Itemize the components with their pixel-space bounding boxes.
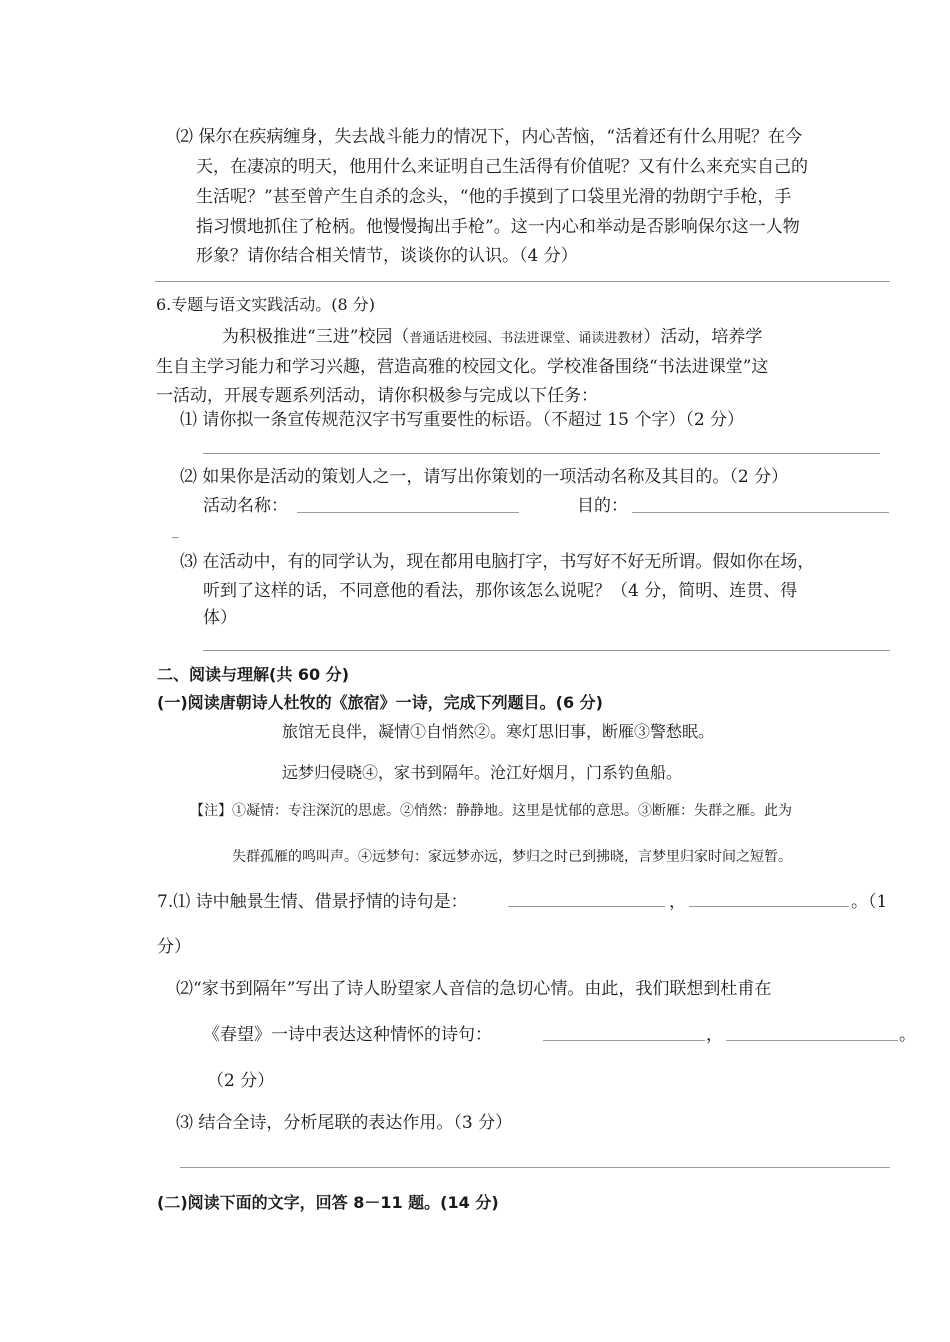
q7-sub1-end: 。（1 bbox=[851, 892, 888, 912]
note-line-1: 【注】①凝情：专注深沉的思虑。②悄然：静静地。这里是忧郁的意思。③断雁：失群之雁。此为 bbox=[190, 803, 792, 819]
q6-intro-line-3: 一活动，开展专题系列活动，请你积极参与完成以下任务： bbox=[156, 386, 598, 406]
q7-sub2-end: 。 bbox=[899, 1025, 916, 1045]
q6-sub2-purpose-label: 目的： bbox=[577, 496, 628, 516]
q7-2-blank-2[interactable] bbox=[726, 1040, 898, 1041]
note-line-2: 失群孤雁的鸣叫声。④远梦句：家远梦亦远，梦归之时已到拂晓，言梦里归家时间之短暂。 bbox=[232, 849, 792, 865]
q6-sub3-line-3: 体） bbox=[203, 608, 237, 628]
q6-intro-small: 普通话进校园、书法进课堂、诵读进教材 bbox=[409, 331, 644, 346]
q5-2-line-4: 指习惯地抓住了枪柄。他慢慢掏出手枪”。这一内心和举动是否影响保尔这一人物 bbox=[196, 217, 800, 237]
answer-line-q6-3[interactable] bbox=[203, 650, 890, 651]
q7-sub1: 7.⑴ 诗中触景生情、借景抒情的诗句是： bbox=[157, 892, 468, 912]
q6-sub3-line-2: 听到了这样的话，不同意他的看法，那你该怎么说呢？（4 分，简明、连贯、得 bbox=[203, 581, 798, 601]
q6-sub1: ⑴ 请你拟一条宣传规范汉字书写重要性的标语。（不超过 15 个字）（2 分） bbox=[180, 410, 745, 430]
q7-sub2-comma: ， bbox=[706, 1025, 723, 1045]
answer-line-q5-2[interactable] bbox=[155, 281, 890, 282]
q6-sub2: ⑵ 如果你是活动的策划人之一，请写出你策划的一项活动名称及其目的。（2 分） bbox=[180, 467, 789, 487]
q6-sub3-line-1: ⑶ 在活动中，有的同学认为，现在都用电脑打字，书写好不好无所谓。假如你在场， bbox=[180, 552, 815, 572]
q5-2-line-1: ⑵ 保尔在疾病缠身，失去战斗能力的情况下，内心苦恼，“活着还有什么用呢？在今 bbox=[176, 127, 803, 147]
section2-title: 二、阅读与理解(共 60 分) bbox=[157, 665, 350, 684]
q7-sub1-score: 分） bbox=[157, 937, 191, 957]
q7-1-blank-1[interactable] bbox=[508, 906, 665, 907]
q6-sub2-name-label: 活动名称： bbox=[203, 496, 288, 516]
answer-line-q7-3[interactable] bbox=[180, 1167, 890, 1168]
q6-title: 6.专题与语文实践活动。(8 分) bbox=[156, 295, 376, 314]
q6-sub2-dash: _ bbox=[172, 524, 179, 539]
q7-1-blank-2[interactable] bbox=[689, 906, 849, 907]
q7-sub3: ⑶ 结合全诗，分析尾联的表达作用。（3 分） bbox=[176, 1113, 513, 1133]
q5-2-line-2: 天，在凄凉的明天，他用什么来证明自己生活得有价值呢？又有什么来充实自己的 bbox=[196, 157, 808, 177]
part1-title: (一)阅读唐朝诗人杜牧的《旅宿》一诗，完成下列题目。(6 分) bbox=[157, 693, 603, 712]
q6-intro-b: ）活动，培养学 bbox=[643, 327, 763, 347]
q7-2-blank-1[interactable] bbox=[543, 1040, 705, 1041]
q5-2-line-3: 生活呢？”甚至曾产生自杀的念头，“他的手摸到了口袋里光滑的勃朗宁手枪，手 bbox=[196, 187, 792, 207]
part2-title: (二)阅读下面的文字，回答 8－11 题。(14 分) bbox=[157, 1193, 499, 1212]
q7-sub2-line-1: ⑵“家书到隔年”写出了诗人盼望家人音信的急切心情。由此，我们联想到杜甫在 bbox=[176, 979, 772, 999]
poem-line-1: 旅馆无良伴，凝情①自悄然②。寒灯思旧事，断雁③警愁眠。 bbox=[282, 722, 715, 741]
q6-intro-a: 为积极推进“三进”校园（ bbox=[222, 327, 410, 347]
q7-sub2-line-2: 《春望》一诗中表达这种情怀的诗句： bbox=[203, 1025, 492, 1045]
activity-name-blank[interactable] bbox=[297, 512, 519, 513]
answer-line-q6-1[interactable] bbox=[203, 453, 880, 454]
q7-sub2-score: （2 分） bbox=[207, 1071, 275, 1091]
poem-line-2: 远梦归侵晓④，家书到隔年。沧江好烟月，门系钓鱼船。 bbox=[282, 763, 683, 782]
q7-sub1-comma: ， bbox=[669, 892, 686, 912]
q5-2-line-5: 形象？请你结合相关情节，谈谈你的认识。（4 分） bbox=[196, 246, 578, 266]
q6-intro-line-2: 生自主学习能力和学习兴趣，营造高雅的校园文化。学校准备围绕“书法进课堂”这 bbox=[156, 357, 769, 377]
purpose-blank[interactable] bbox=[632, 512, 889, 513]
q6-intro-line-1 bbox=[222, 322, 762, 347]
